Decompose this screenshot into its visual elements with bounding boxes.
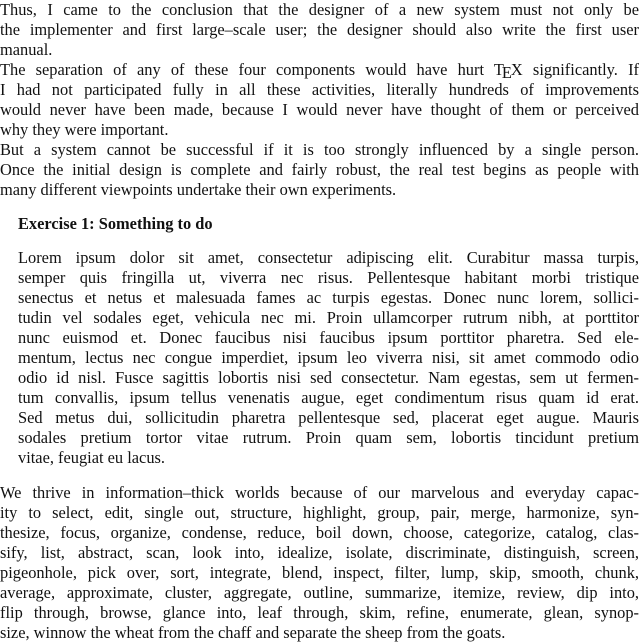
paragraph-1-line-3: manual. [0, 40, 53, 59]
exercise-line-1: Lorem ipsum dolor sit amet, consectetur adipiscing elit. Curabitur massa turpis, [18, 248, 639, 267]
closing-line-5: pigeonhole, pick over, sort, integrate, blend, inspect, filter, lump, skip, smooth, chunk, [0, 563, 639, 582]
exercise-line-9: Sed metus dui, sollicitudin pharetra pellentesque sed, placerat eget augue. Mauris [18, 408, 639, 427]
exercise-line-5: nunc euismod et. Donec faucibus nisi faucibus ipsum porttitor pharetra. Sed ele- [18, 328, 639, 347]
closing-line-4: sify, list, abstract, scan, look into, idealize, isolate, discriminate, distinguish, screen, [0, 543, 639, 562]
tex-logo-t: T [493, 60, 504, 79]
exercise-line-4: tudin vel sodales eget, vehicula nec mi. Proin ullamcorper rutrum nibh, at porttitor [18, 308, 639, 327]
exercise-heading: Exercise 1: Something to do [18, 214, 213, 233]
tex-logo [493, 60, 523, 82]
closing-line-8: size, winnow the wheat from the chaff and separate the sheep from the goats. [0, 623, 506, 642]
paragraph-2-line-2: I had not participated fully in all these activities, literally hundreds of improvements [0, 80, 639, 99]
tex-sentence-after: significantly. If [522, 60, 639, 79]
exercise-line-3: senectus et netus et malesuada fames ac turpis egestas. Donec nunc lorem, sollici- [18, 288, 639, 307]
paragraph-2-line-4: why they were important. [0, 120, 169, 139]
exercise-line-6: mentum, lectus nec congue imperdiet, ipsum leo viverra nisi, sit amet commodo odio [18, 348, 639, 367]
paragraph-1-line-2: the implementer and first large–scale user; the designer should also write the first user [0, 20, 639, 39]
exercise-line-8: tum convallis, ipsum tellus venenatis augue, eget condimentum risus quam id erat. [18, 388, 639, 407]
paragraph-2-line-3: would never have been made, because I would never have thought of them or perceived [0, 100, 639, 119]
exercise-line-10: sodales pretium tortor vitae rutrum. Proin quam sem, lobortis tincidunt pretium [18, 428, 639, 447]
paragraph-1-line-1: Thus, I came to the conclusion that the designer of a new system must not only be [0, 0, 639, 19]
closing-line-1: We thrive in information–thick worlds because of our marvelous and everyday capac- [0, 483, 639, 502]
closing-line-6: average, approximate, cluster, aggregate, outline, summarize, itemize, review, dip into, [0, 583, 639, 602]
tex-logo-x: X [510, 60, 523, 79]
exercise-line-7: odio id nisl. Fusce sagittis lobortis nisi sed consectetur. Nam egestas, sem ut fermen- [18, 368, 639, 387]
tex-sentence-before: The separation of any of these four components would have hurt [0, 60, 494, 79]
exercise-line-11: vitae, feugiat eu lacus. [18, 448, 165, 467]
exercise-line-2: semper quis fringilla ut, viverra nec risus. Pellentesque habitant morbi tristique [18, 268, 639, 287]
paragraph-3-line-3: many different viewpoints undertake their own experiments. [0, 180, 397, 199]
tex-logo-e: E [501, 63, 512, 82]
paragraph-2-line-1 [0, 60, 639, 80]
closing-line-7: flip through, browse, glance into, leaf through, skim, refine, enumerate, glean, synop- [0, 603, 639, 622]
paragraph-3-line-1: But a system cannot be successful if it is too strongly influenced by a single person. [0, 140, 639, 159]
closing-line-3: thesize, focus, organize, condense, reduce, boil down, choose, categorize, catalog, clas- [0, 523, 639, 542]
paragraph-3-line-2: Once the initial design is complete and fairly robust, the real test begins as people with [0, 160, 639, 179]
closing-line-2: ity to select, edit, single out, structure, highlight, group, pair, merge, harmonize, syn- [0, 503, 639, 522]
